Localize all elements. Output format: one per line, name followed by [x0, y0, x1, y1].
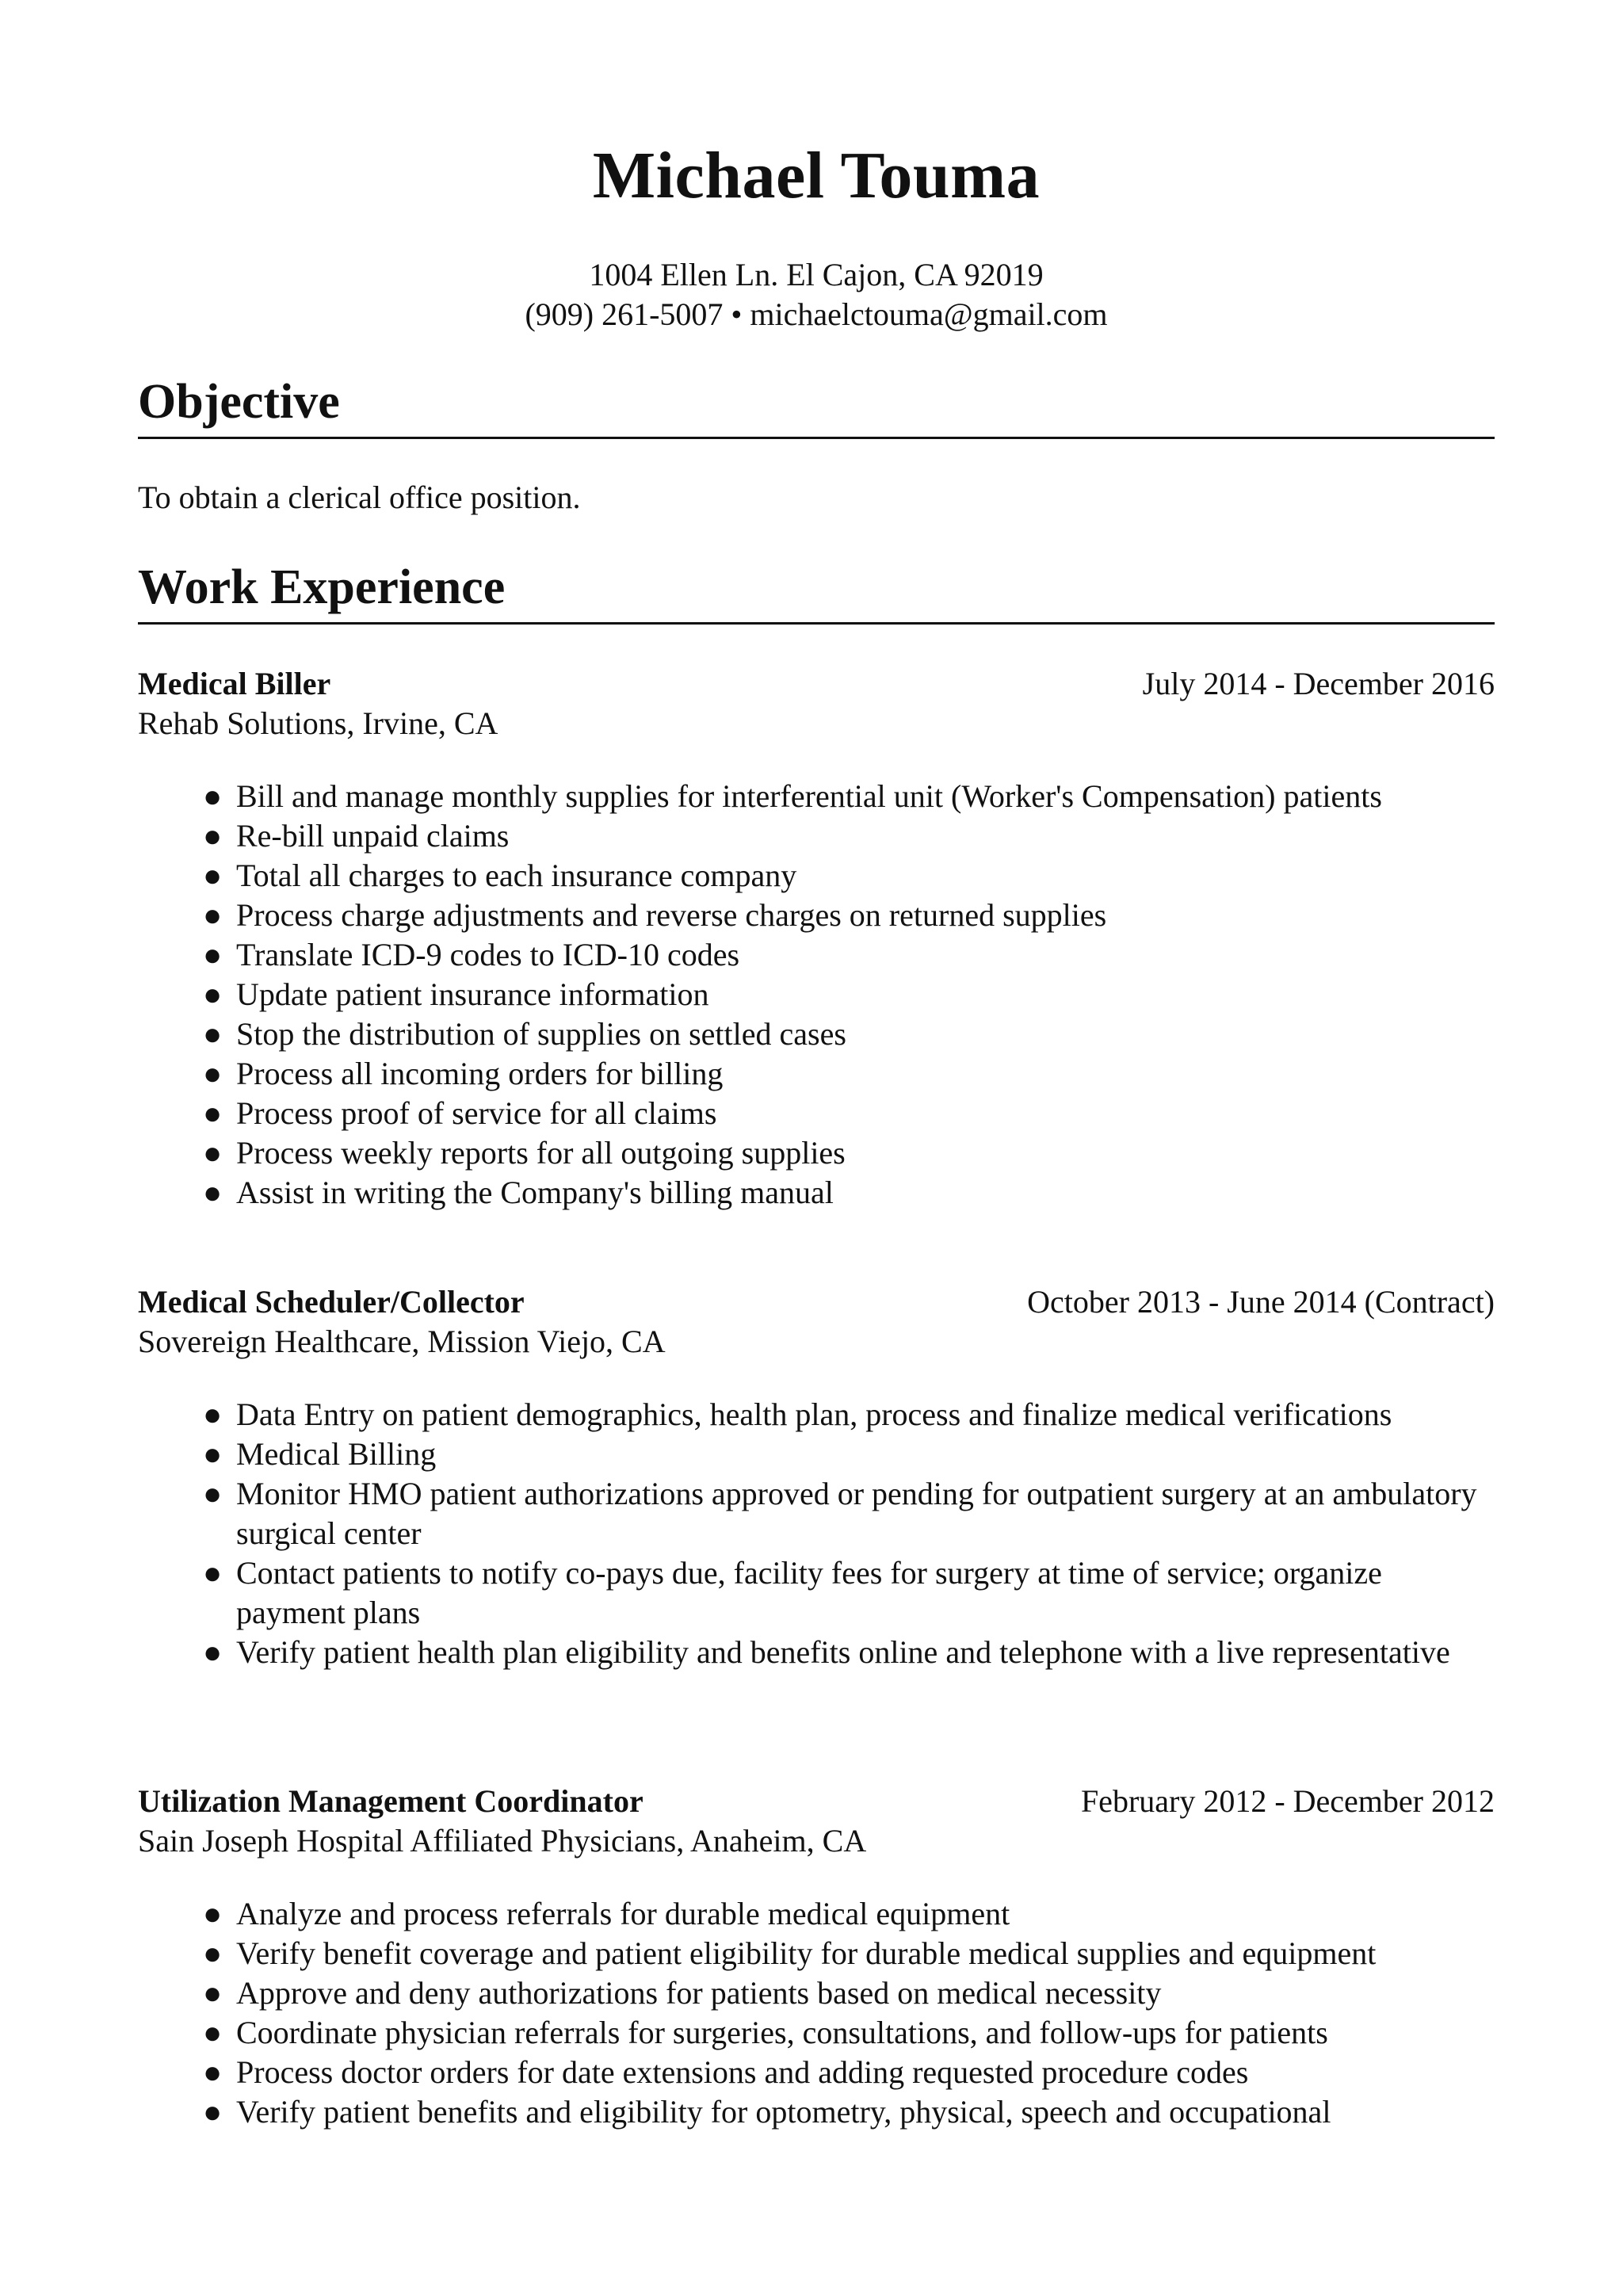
bullet-icon: ● — [203, 1634, 223, 1670]
job-entry — [138, 1782, 1495, 2132]
job-bullet: ● Verify patient benefits and eligibility for optometry, physical, speech and occupational — [203, 2092, 1495, 2132]
job-bullet: ● Monitor HMO patient authorizations approved or pending for outpatient surgery at an ambulatory surgical center — [203, 1476, 1477, 1551]
bullet-icon: ● — [203, 1016, 223, 1052]
bullet-icon: ● — [203, 1896, 223, 1931]
job-company: Sovereign Healthcare, Mission Viejo, CA — [138, 1324, 666, 1359]
bullet-icon: ● — [203, 2054, 223, 2090]
job-bullet: ● Stop the distribution of supplies on settled cases — [203, 1014, 1495, 1054]
job-bullet: ● Re-bill unpaid claims — [203, 816, 1495, 856]
job-title: Medical Scheduler/Collector — [138, 1284, 525, 1320]
job-entry — [138, 1282, 1495, 1672]
bullet-icon: ● — [203, 858, 223, 893]
job-bullet: ● Data Entry on patient demographics, health plan, process and finalize medical verifications — [203, 1395, 1495, 1435]
job-bullet: ● Process weekly reports for all outgoing supplies — [203, 1133, 1495, 1173]
job-bullet: ● Approve and deny authorizations for patients based on medical necessity — [203, 1973, 1495, 2013]
objective-text: To obtain a clerical office position. — [138, 479, 581, 515]
section-heading-work-experience: Work Experience — [138, 560, 506, 614]
job-bullet: ● Bill and manage monthly supplies for interferential unit (Worker's Compensation) patients — [203, 777, 1495, 816]
bullet-icon: ● — [203, 1555, 223, 1591]
bullet-icon: ● — [203, 1935, 223, 1971]
job-bullet-list — [138, 1894, 1495, 2132]
job-bullet: ● Medical Billing — [203, 1435, 1495, 1474]
job-title: Utilization Management Coordinator — [138, 1783, 643, 1819]
job-bullet: ● Translate ICD-9 codes to ICD-10 codes — [203, 935, 1495, 975]
job-bullet: ● Process charge adjustments and reverse charges on returned supplies — [203, 896, 1495, 935]
job-company: Sain Joseph Hospital Affiliated Physicians, Anaheim, CA — [138, 1823, 867, 1859]
job-company: Rehab Solutions, Irvine, CA — [138, 705, 498, 741]
job-dates: July 2014 - December 2016 — [1142, 666, 1495, 701]
job-dates: October 2013 - June 2014 (Contract) — [1027, 1284, 1495, 1320]
bullet-icon: ● — [203, 818, 223, 854]
bullet-icon: ● — [203, 897, 223, 933]
bullet-icon: ● — [203, 1396, 223, 1432]
job-bullet-list — [138, 777, 1495, 1213]
bullet-icon: ● — [203, 2015, 223, 2050]
bullet-icon: ● — [203, 1135, 223, 1171]
bullet-icon: ● — [203, 1056, 223, 1091]
section-divider — [138, 437, 1495, 439]
bullet-icon: ● — [203, 1095, 223, 1131]
contact-phone-email: (909) 261-5007 • michaelctouma@gmail.com — [525, 296, 1108, 332]
bullet-icon: ● — [203, 1436, 223, 1472]
job-bullet: ● Coordinate physician referrals for surgeries, consultations, and follow-ups for patients — [203, 2013, 1495, 2053]
contact-address: 1004 Ellen Ln. El Cajon, CA 92019 — [589, 257, 1044, 292]
job-title: Medical Biller — [138, 666, 331, 701]
job-bullet: ● Verify patient health plan eligibility and benefits online and telephone with a live representative — [203, 1633, 1495, 1672]
job-dates: February 2012 - December 2012 — [1080, 1783, 1495, 1819]
bullet-icon: ● — [203, 778, 223, 814]
job-header — [138, 1782, 1495, 1821]
bullet-icon: ● — [203, 937, 223, 972]
job-bullet-list — [138, 1395, 1495, 1672]
job-bullet: ● Process proof of service for all claims — [203, 1094, 1495, 1133]
job-bullet: ● Total all charges to each insurance company — [203, 856, 1495, 896]
candidate-name: Michael Touma — [592, 139, 1041, 212]
bullet-icon: ● — [203, 976, 223, 1012]
bullet-icon: ● — [203, 1975, 223, 2011]
job-header — [138, 664, 1495, 704]
job-entry — [138, 664, 1495, 1213]
section-divider — [138, 622, 1495, 625]
job-bullet: ● Assist in writing the Company's billing manual — [203, 1173, 1495, 1213]
section-heading-objective: Objective — [138, 375, 340, 429]
job-bullet: ● Update patient insurance information — [203, 975, 1495, 1014]
job-bullet: ● Process doctor orders for date extensions and adding requested procedure codes — [203, 2053, 1495, 2092]
bullet-icon: ● — [203, 2094, 223, 2130]
job-bullet: ● Analyze and process referrals for durable medical equipment — [203, 1894, 1495, 1934]
bullet-icon: ● — [203, 1175, 223, 1210]
bullet-icon: ● — [203, 1476, 223, 1511]
job-header — [138, 1282, 1495, 1322]
job-bullet: ● Contact patients to notify co-pays due, facility fees for surgery at time of service; organize payment plans — [203, 1555, 1382, 1630]
job-bullet: ● Process all incoming orders for billing — [203, 1054, 1495, 1094]
job-bullet: ● Verify benefit coverage and patient eligibility for durable medical supplies and equipment — [203, 1934, 1495, 1973]
